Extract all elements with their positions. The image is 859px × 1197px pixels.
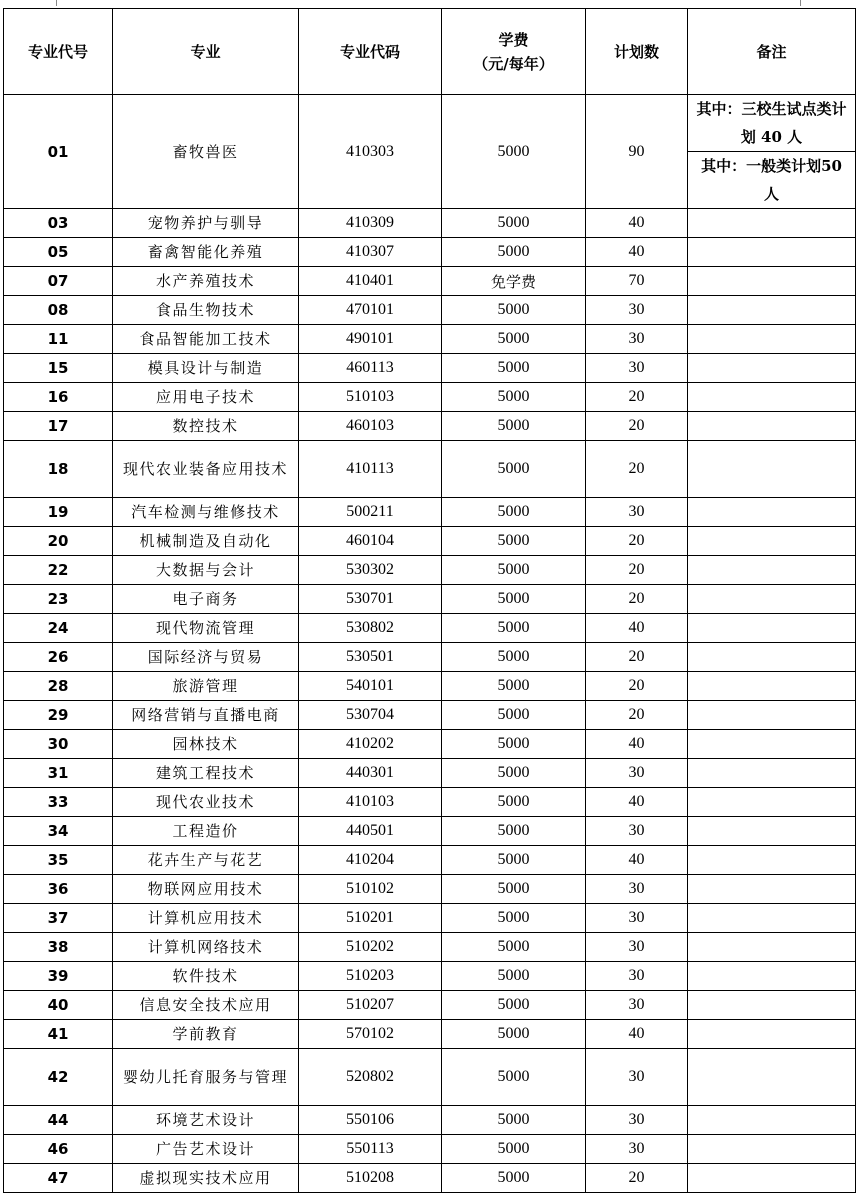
- major-code-cell: 510208: [299, 1164, 442, 1193]
- plan-cell: 20: [586, 643, 688, 672]
- table-row: [4, 1049, 856, 1106]
- major-code-cell: 500211: [299, 498, 442, 527]
- major-code-cell: 410113: [299, 441, 442, 498]
- note-cell: [688, 672, 856, 701]
- major-cell: 物联网应用技术: [113, 875, 299, 904]
- major-cell: 虚拟现实技术应用: [113, 1164, 299, 1193]
- fee-cell: 5000: [442, 527, 586, 556]
- major-code-cell: 410303: [299, 95, 442, 209]
- header-row: [4, 9, 856, 95]
- code-cell: 18: [4, 441, 113, 498]
- table-row: [4, 672, 856, 701]
- major-cell: 计算机应用技术: [113, 904, 299, 933]
- major-cell: 工程造价: [113, 817, 299, 846]
- code-cell: 38: [4, 933, 113, 962]
- fee-cell: 5000: [442, 325, 586, 354]
- table-row: [4, 556, 856, 585]
- table-row: [4, 1164, 856, 1193]
- note-cell: [688, 1164, 856, 1193]
- major-code-cell: 530501: [299, 643, 442, 672]
- plan-cell: 30: [586, 296, 688, 325]
- code-cell: 26: [4, 643, 113, 672]
- plan-cell: 30: [586, 904, 688, 933]
- plan-cell: 30: [586, 1106, 688, 1135]
- table-row: [4, 817, 856, 846]
- note-cell: [688, 933, 856, 962]
- note-cell: [688, 585, 856, 614]
- major-cell: 现代农业技术: [113, 788, 299, 817]
- major-cell: 计算机网络技术: [113, 933, 299, 962]
- table-row: [4, 991, 856, 1020]
- code-cell: 33: [4, 788, 113, 817]
- table-row: [4, 412, 856, 441]
- fee-cell: 5000: [442, 1020, 586, 1049]
- note-cell: [688, 209, 856, 238]
- table-row: [4, 1020, 856, 1049]
- fee-cell: 5000: [442, 95, 586, 209]
- major-code-cell: 530302: [299, 556, 442, 585]
- header-major-code: 专业代码: [299, 9, 442, 95]
- plan-cell: 20: [586, 556, 688, 585]
- note-cell: [688, 498, 856, 527]
- code-cell: 34: [4, 817, 113, 846]
- note-cell: [688, 875, 856, 904]
- major-cell: 婴幼儿托育服务与管理: [113, 1049, 299, 1106]
- plan-cell: 40: [586, 846, 688, 875]
- fee-cell: 5000: [442, 846, 586, 875]
- fee-cell: 5000: [442, 383, 586, 412]
- major-cell: 机械制造及自动化: [113, 527, 299, 556]
- major-code-cell: 570102: [299, 1020, 442, 1049]
- plan-cell: 20: [586, 1164, 688, 1193]
- major-cell: 模具设计与制造: [113, 354, 299, 383]
- code-cell: 03: [4, 209, 113, 238]
- fee-cell: 5000: [442, 1106, 586, 1135]
- code-cell: 46: [4, 1135, 113, 1164]
- plan-cell: 30: [586, 354, 688, 383]
- note-general-quota: 其中：一般类计划50 人: [701, 157, 842, 203]
- code-cell: 23: [4, 585, 113, 614]
- code-cell: 40: [4, 991, 113, 1020]
- code-cell: 08: [4, 296, 113, 325]
- major-cell: 应用电子技术: [113, 383, 299, 412]
- fee-cell: 5000: [442, 933, 586, 962]
- note-cell: [688, 962, 856, 991]
- code-cell: 36: [4, 875, 113, 904]
- note-three-school-quota: 其中：三校生试点类计划 40 人: [688, 95, 855, 152]
- major-cell: 环境艺术设计: [113, 1106, 299, 1135]
- fee-cell: 5000: [442, 441, 586, 498]
- margin-mark-right: [800, 0, 801, 6]
- fee-cell: 5000: [442, 209, 586, 238]
- major-code-cell: 410307: [299, 238, 442, 267]
- major-cell: 广告艺术设计: [113, 1135, 299, 1164]
- note-cell: [688, 846, 856, 875]
- code-cell: 05: [4, 238, 113, 267]
- major-code-cell: 550113: [299, 1135, 442, 1164]
- major-code-cell: 510102: [299, 875, 442, 904]
- note-cell: [688, 267, 856, 296]
- fee-cell: 5000: [442, 498, 586, 527]
- fee-cell: 5000: [442, 614, 586, 643]
- code-cell: 28: [4, 672, 113, 701]
- table-row: [4, 238, 856, 267]
- major-code-cell: 490101: [299, 325, 442, 354]
- table-row: [4, 933, 856, 962]
- major-cell: 信息安全技术应用: [113, 991, 299, 1020]
- fee-cell: 5000: [442, 991, 586, 1020]
- major-cell: 畜禽智能化养殖: [113, 238, 299, 267]
- major-code-cell: 410309: [299, 209, 442, 238]
- plan-cell: 30: [586, 498, 688, 527]
- code-cell: 47: [4, 1164, 113, 1193]
- fee-cell: 5000: [442, 788, 586, 817]
- major-code-cell: 410103: [299, 788, 442, 817]
- major-code-cell: 410202: [299, 730, 442, 759]
- note-cell: [688, 701, 856, 730]
- table-row: [4, 875, 856, 904]
- major-code-cell: 460103: [299, 412, 442, 441]
- plan-cell: 40: [586, 730, 688, 759]
- fee-cell: 5000: [442, 759, 586, 788]
- major-code-cell: 550106: [299, 1106, 442, 1135]
- plan-cell: 30: [586, 875, 688, 904]
- major-cell: 数控技术: [113, 412, 299, 441]
- note-cell: [688, 95, 856, 209]
- note-cell: [688, 730, 856, 759]
- major-cell: 大数据与会计: [113, 556, 299, 585]
- code-cell: 01: [4, 95, 113, 209]
- note-cell: [688, 1020, 856, 1049]
- major-cell: 水产养殖技术: [113, 267, 299, 296]
- plan-cell: 40: [586, 238, 688, 267]
- table-row: [4, 209, 856, 238]
- plan-cell: 40: [586, 788, 688, 817]
- table-row: [4, 441, 856, 498]
- plan-cell: 40: [586, 209, 688, 238]
- major-cell: 学前教育: [113, 1020, 299, 1049]
- major-code-cell: 520802: [299, 1049, 442, 1106]
- major-code-cell: 540101: [299, 672, 442, 701]
- table-row: [4, 759, 856, 788]
- table-row: [4, 1106, 856, 1135]
- table-row: [4, 904, 856, 933]
- major-cell: 园林技术: [113, 730, 299, 759]
- fee-cell: 免学费: [442, 267, 586, 296]
- note-cell: [688, 1135, 856, 1164]
- note-cell: [688, 643, 856, 672]
- major-cell: 食品智能加工技术: [113, 325, 299, 354]
- code-cell: 31: [4, 759, 113, 788]
- note-cell: [688, 759, 856, 788]
- major-code-cell: 470101: [299, 296, 442, 325]
- major-code-cell: 460104: [299, 527, 442, 556]
- plan-cell: 30: [586, 962, 688, 991]
- header-plan: 计划数: [586, 9, 688, 95]
- note-cell: [688, 383, 856, 412]
- plan-cell: 20: [586, 441, 688, 498]
- table-row: [4, 325, 856, 354]
- major-cell: 旅游管理: [113, 672, 299, 701]
- code-cell: 39: [4, 962, 113, 991]
- table-row: [4, 585, 856, 614]
- table-row: [4, 498, 856, 527]
- plan-cell: 30: [586, 759, 688, 788]
- table-row: [4, 1135, 856, 1164]
- code-cell: 42: [4, 1049, 113, 1106]
- plan-cell: 20: [586, 383, 688, 412]
- code-cell: 11: [4, 325, 113, 354]
- major-code-cell: 530704: [299, 701, 442, 730]
- code-cell: 37: [4, 904, 113, 933]
- plan-cell: 40: [586, 614, 688, 643]
- table-row: [4, 730, 856, 759]
- code-cell: 29: [4, 701, 113, 730]
- plan-cell: 30: [586, 1135, 688, 1164]
- major-code-cell: 410204: [299, 846, 442, 875]
- fee-cell: 5000: [442, 701, 586, 730]
- header-note: 备注: [688, 9, 856, 95]
- major-cell: 食品生物技术: [113, 296, 299, 325]
- note-cell: [688, 412, 856, 441]
- table-row: [4, 296, 856, 325]
- note-cell: [688, 991, 856, 1020]
- major-code-cell: 510202: [299, 933, 442, 962]
- major-cell: 软件技术: [113, 962, 299, 991]
- table-row: [4, 354, 856, 383]
- plan-cell: 30: [586, 991, 688, 1020]
- major-code-cell: 510203: [299, 962, 442, 991]
- code-cell: 17: [4, 412, 113, 441]
- fee-cell: 5000: [442, 1164, 586, 1193]
- table-row: [4, 788, 856, 817]
- note-cell: [688, 441, 856, 498]
- code-cell: 07: [4, 267, 113, 296]
- major-cell: 畜牧兽医: [113, 95, 299, 209]
- enrollment-plan-table: [3, 8, 856, 1193]
- table-body: [4, 95, 856, 1193]
- major-code-cell: 440301: [299, 759, 442, 788]
- plan-cell: 30: [586, 1049, 688, 1106]
- fee-cell: 5000: [442, 1049, 586, 1106]
- note-cell: [688, 238, 856, 267]
- major-cell: 建筑工程技术: [113, 759, 299, 788]
- plan-cell: 20: [586, 701, 688, 730]
- code-cell: 19: [4, 498, 113, 527]
- major-code-cell: 510103: [299, 383, 442, 412]
- major-cell: 汽车检测与维修技术: [113, 498, 299, 527]
- table-row: [4, 614, 856, 643]
- code-cell: 16: [4, 383, 113, 412]
- note-cell: [688, 527, 856, 556]
- major-code-cell: 510207: [299, 991, 442, 1020]
- major-code-cell: 530802: [299, 614, 442, 643]
- note-cell: [688, 296, 856, 325]
- table-row: [4, 643, 856, 672]
- plan-cell: 70: [586, 267, 688, 296]
- header-fee: [442, 9, 586, 95]
- fee-cell: 5000: [442, 875, 586, 904]
- fee-cell: 5000: [442, 643, 586, 672]
- margin-mark-left: [56, 0, 57, 6]
- table-row: [4, 846, 856, 875]
- note-cell: [688, 817, 856, 846]
- table-row: [4, 701, 856, 730]
- note-cell: [688, 788, 856, 817]
- major-cell: 花卉生产与花艺: [113, 846, 299, 875]
- note-cell: [688, 614, 856, 643]
- code-cell: 24: [4, 614, 113, 643]
- major-code-cell: 440501: [299, 817, 442, 846]
- header-fee-line2: （元/每年）: [473, 54, 554, 73]
- note-cell: [688, 904, 856, 933]
- major-cell: 网络营销与直播电商: [113, 701, 299, 730]
- fee-cell: 5000: [442, 412, 586, 441]
- header-code: 专业代号: [4, 9, 113, 95]
- note-cell: [688, 1049, 856, 1106]
- plan-cell: 40: [586, 1020, 688, 1049]
- code-cell: 30: [4, 730, 113, 759]
- code-cell: 20: [4, 527, 113, 556]
- fee-cell: 5000: [442, 672, 586, 701]
- code-cell: 44: [4, 1106, 113, 1135]
- fee-cell: 5000: [442, 585, 586, 614]
- fee-cell: 5000: [442, 962, 586, 991]
- major-code-cell: 410401: [299, 267, 442, 296]
- major-code-cell: 510201: [299, 904, 442, 933]
- major-cell: 宠物养护与驯导: [113, 209, 299, 238]
- plan-cell: 20: [586, 672, 688, 701]
- fee-cell: 5000: [442, 1135, 586, 1164]
- fee-cell: 5000: [442, 817, 586, 846]
- major-cell: 现代农业装备应用技术: [113, 441, 299, 498]
- major-code-cell: 460113: [299, 354, 442, 383]
- plan-cell: 20: [586, 527, 688, 556]
- note-cell: [688, 354, 856, 383]
- header-major: 专业: [113, 9, 299, 95]
- plan-cell: 30: [586, 325, 688, 354]
- major-cell: 现代物流管理: [113, 614, 299, 643]
- fee-cell: 5000: [442, 556, 586, 585]
- code-cell: 22: [4, 556, 113, 585]
- major-cell: 电子商务: [113, 585, 299, 614]
- plan-cell: 20: [586, 585, 688, 614]
- plan-cell: 30: [586, 933, 688, 962]
- table-row: [4, 383, 856, 412]
- note-cell: [688, 556, 856, 585]
- plan-cell: 30: [586, 817, 688, 846]
- table-row: [4, 95, 856, 209]
- plan-cell: 20: [586, 412, 688, 441]
- table-row: [4, 962, 856, 991]
- code-cell: 15: [4, 354, 113, 383]
- fee-cell: 5000: [442, 730, 586, 759]
- header-fee-line1: 学费: [498, 30, 529, 49]
- major-code-cell: 530701: [299, 585, 442, 614]
- fee-cell: 5000: [442, 296, 586, 325]
- plan-cell: 90: [586, 95, 688, 209]
- major-cell: 国际经济与贸易: [113, 643, 299, 672]
- table-row: [4, 527, 856, 556]
- table-row: [4, 267, 856, 296]
- fee-cell: 5000: [442, 354, 586, 383]
- code-cell: 35: [4, 846, 113, 875]
- fee-cell: 5000: [442, 904, 586, 933]
- note-cell: [688, 1106, 856, 1135]
- note-cell: [688, 325, 856, 354]
- fee-cell: 5000: [442, 238, 586, 267]
- code-cell: 41: [4, 1020, 113, 1049]
